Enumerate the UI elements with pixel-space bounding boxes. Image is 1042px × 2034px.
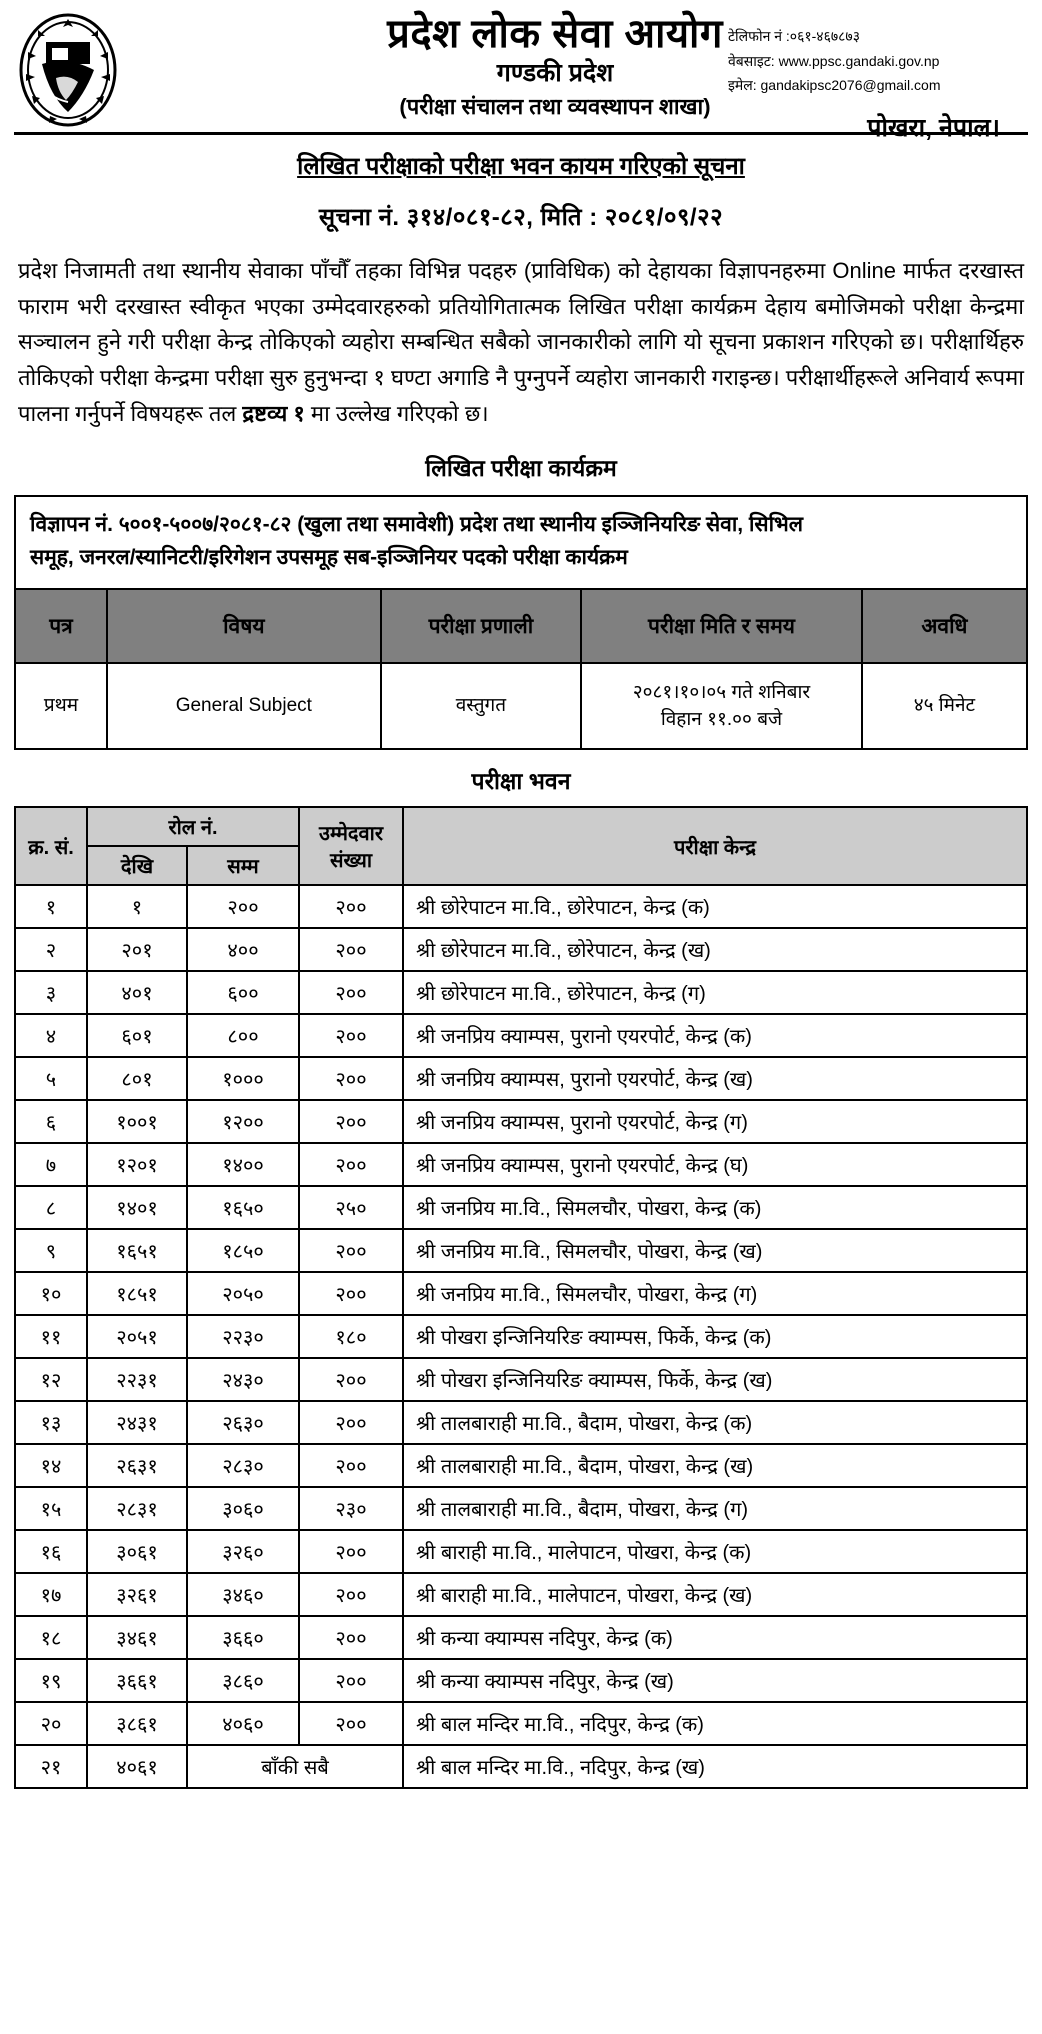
centers-col-sn: क्र. सं. [15,807,87,885]
table-row [15,1358,1027,1401]
schedule-datetime [581,663,862,749]
cell-roll-to: १८५० [187,1229,299,1272]
schedule-date: २०८१।१०।०५ गते शनिबार [632,681,811,703]
nepal-government-emblem-icon [14,10,122,128]
cell-roll-to: २०५० [187,1272,299,1315]
notice-body-part-2: मा उल्लेख गरिएको छ। [304,400,489,426]
centers-col-count: उम्मेदवार संख्या [299,807,403,885]
table-row [15,1444,1027,1487]
table-row [15,1401,1027,1444]
cell-roll-to: ३६६० [187,1616,299,1659]
cell-roll-to: २२३० [187,1315,299,1358]
notice-body-part-1: प्रदेश निजामती तथा स्थानीय सेवाका पाँचौँ तहका विभिन्न पदहरु (प्राविधिक) को देहायका विज्ञापनहरुमा Online मार्फत दरखास्त फाराम भरी दरखास्त स्वीकृत भएका उम्मेदवारहरुको प्रतियोगितात्मक लिखित परीक्षा कार्यक्रम देहाय बमोजिमको परीक्षा केन्द्रमा सञ्चालन हुने गरी परीक्षा केन्द्र तोकिएको व्यहोरा सम्बन्धित सबैको जानकारीको लागि यो सूचना प्रकाशन गरिएको छ। परीक्षार्थिहरु तोकिएको परीक्षा केन्द्रमा परीक्षा सुरु हुनुभन्दा १ घण्टा अगाडि नै पुग्नुपर्ने व्यहोरा जानकारी गराइन्छ। परीक्षार्थीहरूले अनिवार्य रूपमा पालना गर्नुपर्ने विषयहरू तल [18,258,1024,426]
schedule-paper: प्रथम [15,663,107,749]
centers-col-center: परीक्षा केन्द्र [403,807,1027,885]
cell-roll-to: २४३० [187,1358,299,1401]
cell-roll-to: २६३० [187,1401,299,1444]
cell-exam-center: श्री तालबाराही मा.वि., बैदाम, पोखरा, केन्द्र (ख) [403,1444,1027,1487]
schedule-subject: General Subject [107,663,381,749]
cell-exam-center: श्री जनप्रिय क्याम्पस, पुरानो एयरपोर्ट, केन्द्र (क) [403,1014,1027,1057]
table-row [15,1745,1027,1788]
cell-roll-from: १००१ [87,1100,187,1143]
cell-roll-to: ४०० [187,928,299,971]
cell-candidate-count: २०० [299,1100,403,1143]
cell-roll-from: २६३१ [87,1444,187,1487]
cell-candidate-count: २०० [299,885,403,928]
centers-heading: परीक्षा भवन [471,768,571,795]
contact-website[interactable]: वेबसाइट: www.ppsc.gandaki.gov.np [728,52,940,69]
cell-candidate-count: १८० [299,1315,403,1358]
cell-candidate-count: २०० [299,1272,403,1315]
notice-body-emphasis: द्रष्टव्य १ [242,400,305,426]
cell-exam-center: श्री जनप्रिय मा.वि., सिमलचौर, पोखरा, केन्द्र (क) [403,1186,1027,1229]
contact-phone: टेलिफोन नं :०६१-४६७८७३ [728,28,860,44]
table-row [15,1315,1027,1358]
cell-serial-number: ५ [15,1057,87,1100]
cell-exam-center: श्री कन्या क्याम्पस नदिपुर, केन्द्र (क) [403,1616,1027,1659]
notice-body [14,253,1028,431]
table-row [15,971,1027,1014]
centers-col-roll: रोल नं. [87,807,299,846]
cell-roll-to: ६०० [187,971,299,1014]
notice-number: सूचना नं. ३१४/०८१-८२, मिति : २०८१/०९/२२ [318,204,724,231]
cell-serial-number: ११ [15,1315,87,1358]
cell-exam-center: श्री बाराही मा.वि., मालेपाटन, पोखरा, केन्द्र (ख) [403,1573,1027,1616]
table-row [15,885,1027,928]
cell-serial-number: ९ [15,1229,87,1272]
cell-serial-number: ८ [15,1186,87,1229]
cell-serial-number: २ [15,928,87,971]
cell-serial-number: १४ [15,1444,87,1487]
schedule-table [14,588,1028,750]
cell-exam-center: श्री तालबाराही मा.वि., बैदाम, पोखरा, केन्द्र (ग) [403,1487,1027,1530]
cell-exam-center: श्री छोरेपाटन मा.वि., छोरेपाटन, केन्द्र (ग) [403,971,1027,1014]
organization-branch: (परीक्षा संचालन तथा व्यवस्थापन शाखा) [399,94,711,120]
cell-candidate-count: २०० [299,928,403,971]
cell-roll-from: ८०१ [87,1057,187,1100]
cell-serial-number: १३ [15,1401,87,1444]
centers-col-from: देखि [87,846,187,885]
cell-roll-to: १६५० [187,1186,299,1229]
advertisement-line-2: समूह, जनरल/स्यानिटरी/इरिगेशन उपसमूह सब-इञ्जिनियर पदको परीक्षा कार्यक्रम [30,545,628,569]
cell-serial-number: १५ [15,1487,87,1530]
cell-exam-center: श्री जनप्रिय मा.वि., सिमलचौर, पोखरा, केन्द्र (ग) [403,1272,1027,1315]
cell-roll-remaining: बाँकी सबै [187,1745,403,1788]
cell-roll-from: २०१ [87,928,187,971]
cell-exam-center: श्री छोरेपाटन मा.वि., छोरेपाटन, केन्द्र (क) [403,885,1027,928]
contact-block [728,24,1028,98]
cell-roll-from: ३४६१ [87,1616,187,1659]
cell-roll-from: २०५१ [87,1315,187,1358]
cell-roll-to: ८०० [187,1014,299,1057]
cell-exam-center: श्री बाल मन्दिर मा.वि., नदिपुर, केन्द्र (ख) [403,1745,1027,1788]
place-line: पोखरा, नेपाल। [867,114,1000,142]
cell-serial-number: ७ [15,1143,87,1186]
schedule-col-datetime: परीक्षा मिति र समय [581,589,862,663]
cell-candidate-count: २०० [299,971,403,1014]
schedule-row [15,663,1027,749]
cell-serial-number: १८ [15,1616,87,1659]
cell-roll-from: १६५१ [87,1229,187,1272]
cell-roll-from: १८५१ [87,1272,187,1315]
advertisement-box [14,495,1028,588]
table-row [15,1057,1027,1100]
page-title: लिखित परीक्षाको परीक्षा भवन कायम गरिएको सूचना [297,153,745,180]
cell-serial-number: १९ [15,1659,87,1702]
cell-roll-from: ३२६१ [87,1573,187,1616]
cell-roll-from: १४०१ [87,1186,187,1229]
cell-roll-to: ३४६० [187,1573,299,1616]
schedule-heading: लिखित परीक्षा कार्यक्रम [425,455,617,482]
cell-candidate-count: २०० [299,1143,403,1186]
schedule-time: विहान ११.०० बजे [660,709,783,731]
table-row [15,1272,1027,1315]
cell-roll-from: ४०१ [87,971,187,1014]
organization-name: प्रदेश लोक सेवा आयोग [387,12,723,56]
table-row [15,1573,1027,1616]
cell-candidate-count: २५० [299,1186,403,1229]
cell-roll-to: ३८६० [187,1659,299,1702]
centers-table [14,806,1028,1789]
cell-exam-center: श्री जनप्रिय क्याम्पस, पुरानो एयरपोर्ट, केन्द्र (घ) [403,1143,1027,1186]
table-row [15,1616,1027,1659]
cell-roll-to: १००० [187,1057,299,1100]
schedule-col-duration: अवधि [862,589,1027,663]
cell-exam-center: श्री तालबाराही मा.वि., बैदाम, पोखरा, केन्द्र (क) [403,1401,1027,1444]
table-row [15,1186,1027,1229]
cell-roll-from: ३८६१ [87,1702,187,1745]
cell-roll-from: १२०१ [87,1143,187,1186]
cell-serial-number: १ [15,885,87,928]
cell-roll-from: २८३१ [87,1487,187,1530]
schedule-mode: वस्तुगत [381,663,582,749]
cell-candidate-count: २०० [299,1530,403,1573]
cell-roll-to: ३२६० [187,1530,299,1573]
cell-roll-to: १२०० [187,1100,299,1143]
cell-candidate-count: २३० [299,1487,403,1530]
schedule-duration: ४५ मिनेट [862,663,1027,749]
cell-candidate-count: २०० [299,1616,403,1659]
cell-candidate-count: २०० [299,1014,403,1057]
cell-candidate-count: २०० [299,1659,403,1702]
cell-roll-from: ३६६१ [87,1659,187,1702]
table-row [15,928,1027,971]
cell-exam-center: श्री कन्या क्याम्पस नदिपुर, केन्द्र (ख) [403,1659,1027,1702]
cell-exam-center: श्री जनप्रिय मा.वि., सिमलचौर, पोखरा, केन्द्र (ख) [403,1229,1027,1272]
cell-roll-from: ६०१ [87,1014,187,1057]
centers-col-to: सम्म [187,846,299,885]
table-row [15,1702,1027,1745]
cell-serial-number: १६ [15,1530,87,1573]
cell-exam-center: श्री बाराही मा.वि., मालेपाटन, पोखरा, केन्द्र (क) [403,1530,1027,1573]
cell-serial-number: २० [15,1702,87,1745]
schedule-col-subject: विषय [107,589,381,663]
letterhead [14,10,1028,142]
schedule-col-mode: परीक्षा प्रणाली [381,589,582,663]
cell-exam-center: श्री बाल मन्दिर मा.वि., नदिपुर, केन्द्र (क) [403,1702,1027,1745]
table-row [15,1100,1027,1143]
cell-roll-from: ४०६१ [87,1745,187,1788]
table-row [15,1014,1027,1057]
cell-serial-number: १७ [15,1573,87,1616]
organization-province: गण्डकी प्रदेश [496,59,614,87]
cell-exam-center: श्री पोखरा इन्जिनियरिङ क्याम्पस, फिर्के, केन्द्र (ख) [403,1358,1027,1401]
cell-roll-from: २२३१ [87,1358,187,1401]
cell-roll-to: ४०६० [187,1702,299,1745]
centers-header-row-1 [15,807,1027,846]
cell-candidate-count: २०० [299,1401,403,1444]
cell-serial-number: ४ [15,1014,87,1057]
table-row [15,1659,1027,1702]
cell-serial-number: ३ [15,971,87,1014]
cell-exam-center: श्री जनप्रिय क्याम्पस, पुरानो एयरपोर्ट, केन्द्र (ख) [403,1057,1027,1100]
cell-exam-center: श्री जनप्रिय क्याम्पस, पुरानो एयरपोर्ट, केन्द्र (ग) [403,1100,1027,1143]
cell-serial-number: २१ [15,1745,87,1788]
cell-serial-number: १२ [15,1358,87,1401]
cell-roll-to: २०० [187,885,299,928]
cell-candidate-count: २०० [299,1358,403,1401]
cell-roll-from: ३०६१ [87,1530,187,1573]
table-row [15,1143,1027,1186]
cell-roll-to: १४०० [187,1143,299,1186]
contact-email[interactable]: इमेल: gandakipsc2076@gmail.com [728,77,941,93]
table-row [15,1530,1027,1573]
cell-serial-number: ६ [15,1100,87,1143]
table-row [15,1229,1027,1272]
cell-candidate-count: २०० [299,1444,403,1487]
cell-candidate-count: २०० [299,1057,403,1100]
schedule-col-paper: पत्र [15,589,107,663]
cell-candidate-count: २०० [299,1573,403,1616]
schedule-header-row [15,589,1027,663]
cell-serial-number: १० [15,1272,87,1315]
cell-roll-from: २४३१ [87,1401,187,1444]
table-row [15,1487,1027,1530]
centers-table-body [15,885,1027,1788]
cell-exam-center: श्री छोरेपाटन मा.वि., छोरेपाटन, केन्द्र (ख) [403,928,1027,971]
cell-roll-to: २८३० [187,1444,299,1487]
cell-exam-center: श्री पोखरा इन्जिनियरिङ क्याम्पस, फिर्के, केन्द्र (क) [403,1315,1027,1358]
cell-roll-from: १ [87,885,187,928]
cell-candidate-count: २०० [299,1702,403,1745]
cell-roll-to: ३०६० [187,1487,299,1530]
cell-candidate-count: २०० [299,1229,403,1272]
advertisement-line-1: विज्ञापन नं. ५००१-५००७/२०८१-८२ (खुला तथा समावेशी) प्रदेश तथा स्थानीय इञ्जिनियरिङ सेवा, सिभिल [30,513,804,537]
